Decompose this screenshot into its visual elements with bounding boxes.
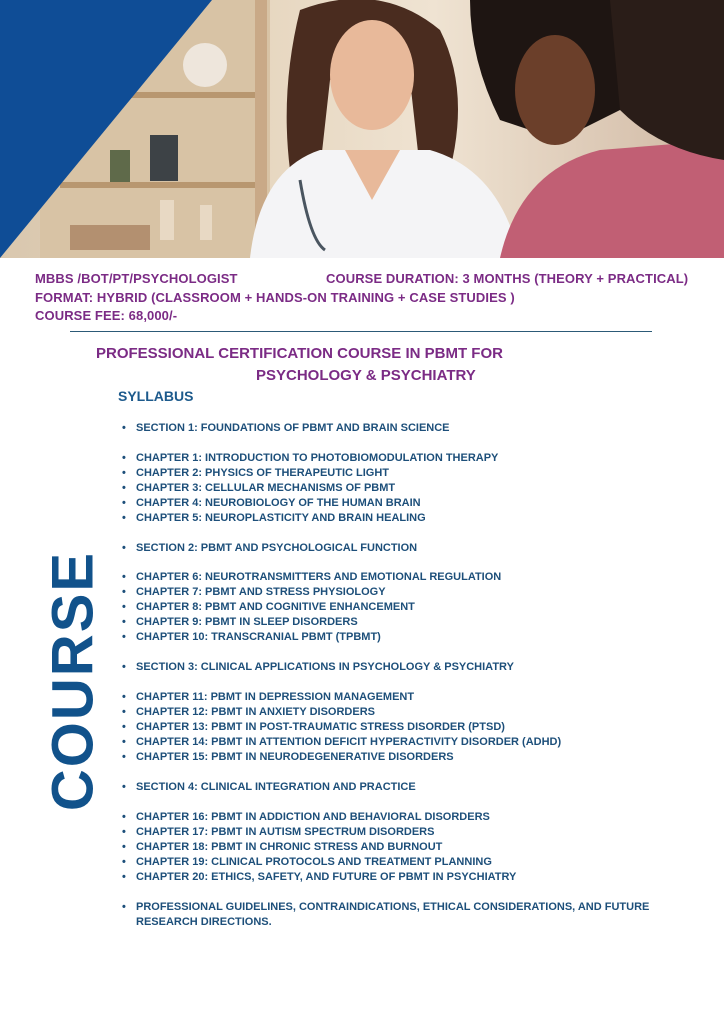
section-item: [122, 541, 676, 556]
item-text: CHAPTER 19: CLINICAL PROTOCOLS AND TREATMENT PLANNING: [136, 856, 492, 868]
item-text: CHAPTER 4: NEUROBIOLOGY OF THE HUMAN BRAIN: [136, 497, 421, 509]
chapter-item: [122, 825, 676, 840]
item-text: CHAPTER 3: CELLULAR MECHANISMS OF PBMT: [136, 482, 396, 494]
chapter-item: [122, 750, 676, 765]
bullet-icon: •: [122, 871, 126, 883]
bullet-icon: •: [122, 571, 126, 583]
item-text: CHAPTER 6: NEUROTRANSMITTERS AND EMOTIONAL REGULATION: [136, 571, 502, 583]
bullet-icon: •: [122, 856, 126, 868]
item-text: SECTION 3: CLINICAL APPLICATIONS IN PSYCHOLOGY & PSYCHIATRY: [136, 661, 514, 673]
bullet-icon: •: [122, 422, 126, 434]
course-title-line2: PSYCHOLOGY & PSYCHIATRY: [256, 367, 476, 384]
bullet-icon: •: [122, 706, 126, 718]
eligibility-text: MBBS /BOT/PT/PSYCHOLOGIST: [35, 271, 238, 286]
chapter-item: [122, 496, 676, 511]
item-text: SECTION 2: PBMT AND PSYCHOLOGICAL FUNCTION: [136, 542, 418, 554]
hero-photo: [0, 0, 724, 258]
item-text: CHAPTER 13: PBMT IN POST-TRAUMATIC STRESS DISORDER (PTSD): [136, 721, 505, 733]
course-fee-text: COURSE FEE: 68,000/-: [35, 308, 178, 323]
section-item: [122, 780, 676, 795]
bullet-icon: •: [122, 586, 126, 598]
chapter-item: [122, 840, 676, 855]
item-text: CHAPTER 7: PBMT AND STRESS PHYSIOLOGY: [136, 586, 386, 598]
item-text: CHAPTER 11: PBMT IN DEPRESSION MANAGEMENT: [136, 691, 415, 703]
bullet-icon: •: [122, 781, 126, 793]
bullet-icon: •: [122, 736, 126, 748]
chapter-item: [122, 481, 676, 496]
chapter-item: [122, 705, 676, 720]
item-text: CHAPTER 8: PBMT AND COGNITIVE ENHANCEMENT: [136, 601, 415, 613]
bullet-icon: •: [122, 691, 126, 703]
item-text: CHAPTER 2: PHYSICS OF THERAPEUTIC LIGHT: [136, 467, 390, 479]
item-text: CHAPTER 18: PBMT IN CHRONIC STRESS AND BURNOUT: [136, 841, 443, 853]
course-duration-text: COURSE DURATION: 3 MONTHS (THEORY + PRACTICAL): [326, 271, 689, 286]
chapter-item: [122, 855, 676, 870]
chapter-item: [122, 720, 676, 735]
bullet-icon: •: [122, 631, 126, 643]
chapter-item: [122, 466, 676, 481]
chapter-item: [122, 690, 676, 705]
item-text: CHAPTER 12: PBMT IN ANXIETY DISORDERS: [136, 706, 375, 718]
item-text: CHAPTER 15: PBMT IN NEURODEGENERATIVE DISORDERS: [136, 751, 454, 763]
course-vertical-word: COURSE: [40, 550, 106, 812]
bullet-icon: •: [122, 601, 126, 613]
item-text: SECTION 4: CLINICAL INTEGRATION AND PRACTICE: [136, 781, 416, 793]
section-item: [122, 421, 676, 436]
chapter-item: [122, 511, 676, 526]
chapter-item: [122, 810, 676, 825]
bullet-icon: •: [122, 512, 126, 524]
bullet-icon: •: [122, 826, 126, 838]
doctor-patient-illustration: [0, 0, 724, 258]
bullet-icon: •: [122, 616, 126, 628]
bullet-icon: •: [122, 482, 126, 494]
bullet-icon: •: [122, 467, 126, 479]
item-text: CHAPTER 20: ETHICS, SAFETY, AND FUTURE OF PBMT IN PSYCHIATRY: [136, 871, 517, 883]
bullet-icon: •: [122, 811, 126, 823]
chapter-item: [122, 570, 676, 585]
bullet-icon: •: [122, 901, 126, 913]
item-text: CHAPTER 16: PBMT IN ADDICTION AND BEHAVIORAL DISORDERS: [136, 811, 490, 823]
format-text: FORMAT: HYBRID (CLASSROOM + HANDS-ON TRAINING + CASE STUDIES ): [35, 290, 515, 305]
item-text: CHAPTER 1: INTRODUCTION TO PHOTOBIOMODULATION THERAPY: [136, 452, 499, 464]
item-text: CHAPTER 14: PBMT IN ATTENTION DEFICIT HYPERACTIVITY DISORDER (ADHD): [136, 736, 562, 748]
item-text: SECTION 1: FOUNDATIONS OF PBMT AND BRAIN SCIENCE: [136, 422, 450, 434]
divider-line: [70, 331, 652, 332]
bullet-icon: •: [122, 542, 126, 554]
syllabus-heading: SYLLABUS: [118, 388, 194, 404]
chapter-item: [122, 735, 676, 750]
course-title-line1: PROFESSIONAL CERTIFICATION COURSE IN PBMT FOR: [96, 345, 503, 362]
item-text: CHAPTER 9: PBMT IN SLEEP DISORDERS: [136, 616, 358, 628]
bullet-icon: •: [122, 841, 126, 853]
bullet-icon: •: [122, 452, 126, 464]
item-text: CHAPTER 5: NEUROPLASTICITY AND BRAIN HEALING: [136, 512, 426, 524]
bullet-icon: •: [122, 661, 126, 673]
chapter-item: [122, 585, 676, 600]
chapter-item: [122, 615, 676, 630]
chapter-item: [122, 870, 676, 885]
section-item: [122, 660, 676, 675]
bullet-icon: •: [122, 751, 126, 763]
chapter-item: [122, 451, 676, 466]
item-text: CHAPTER 10: TRANSCRANIAL PBMT (TPBMT): [136, 631, 381, 643]
bullet-icon: •: [122, 497, 126, 509]
chapter-item: [122, 600, 676, 615]
item-text: CHAPTER 17: PBMT IN AUTISM SPECTRUM DISORDERS: [136, 826, 435, 838]
item-text: PROFESSIONAL GUIDELINES, CONTRAINDICATIONS, ETHICAL CONSIDERATIONS, AND FUTURE RESEARCH DIRECTIONS.: [136, 901, 650, 928]
chapter-item: [122, 630, 676, 645]
closing-item: [122, 900, 666, 930]
bullet-icon: •: [122, 721, 126, 733]
